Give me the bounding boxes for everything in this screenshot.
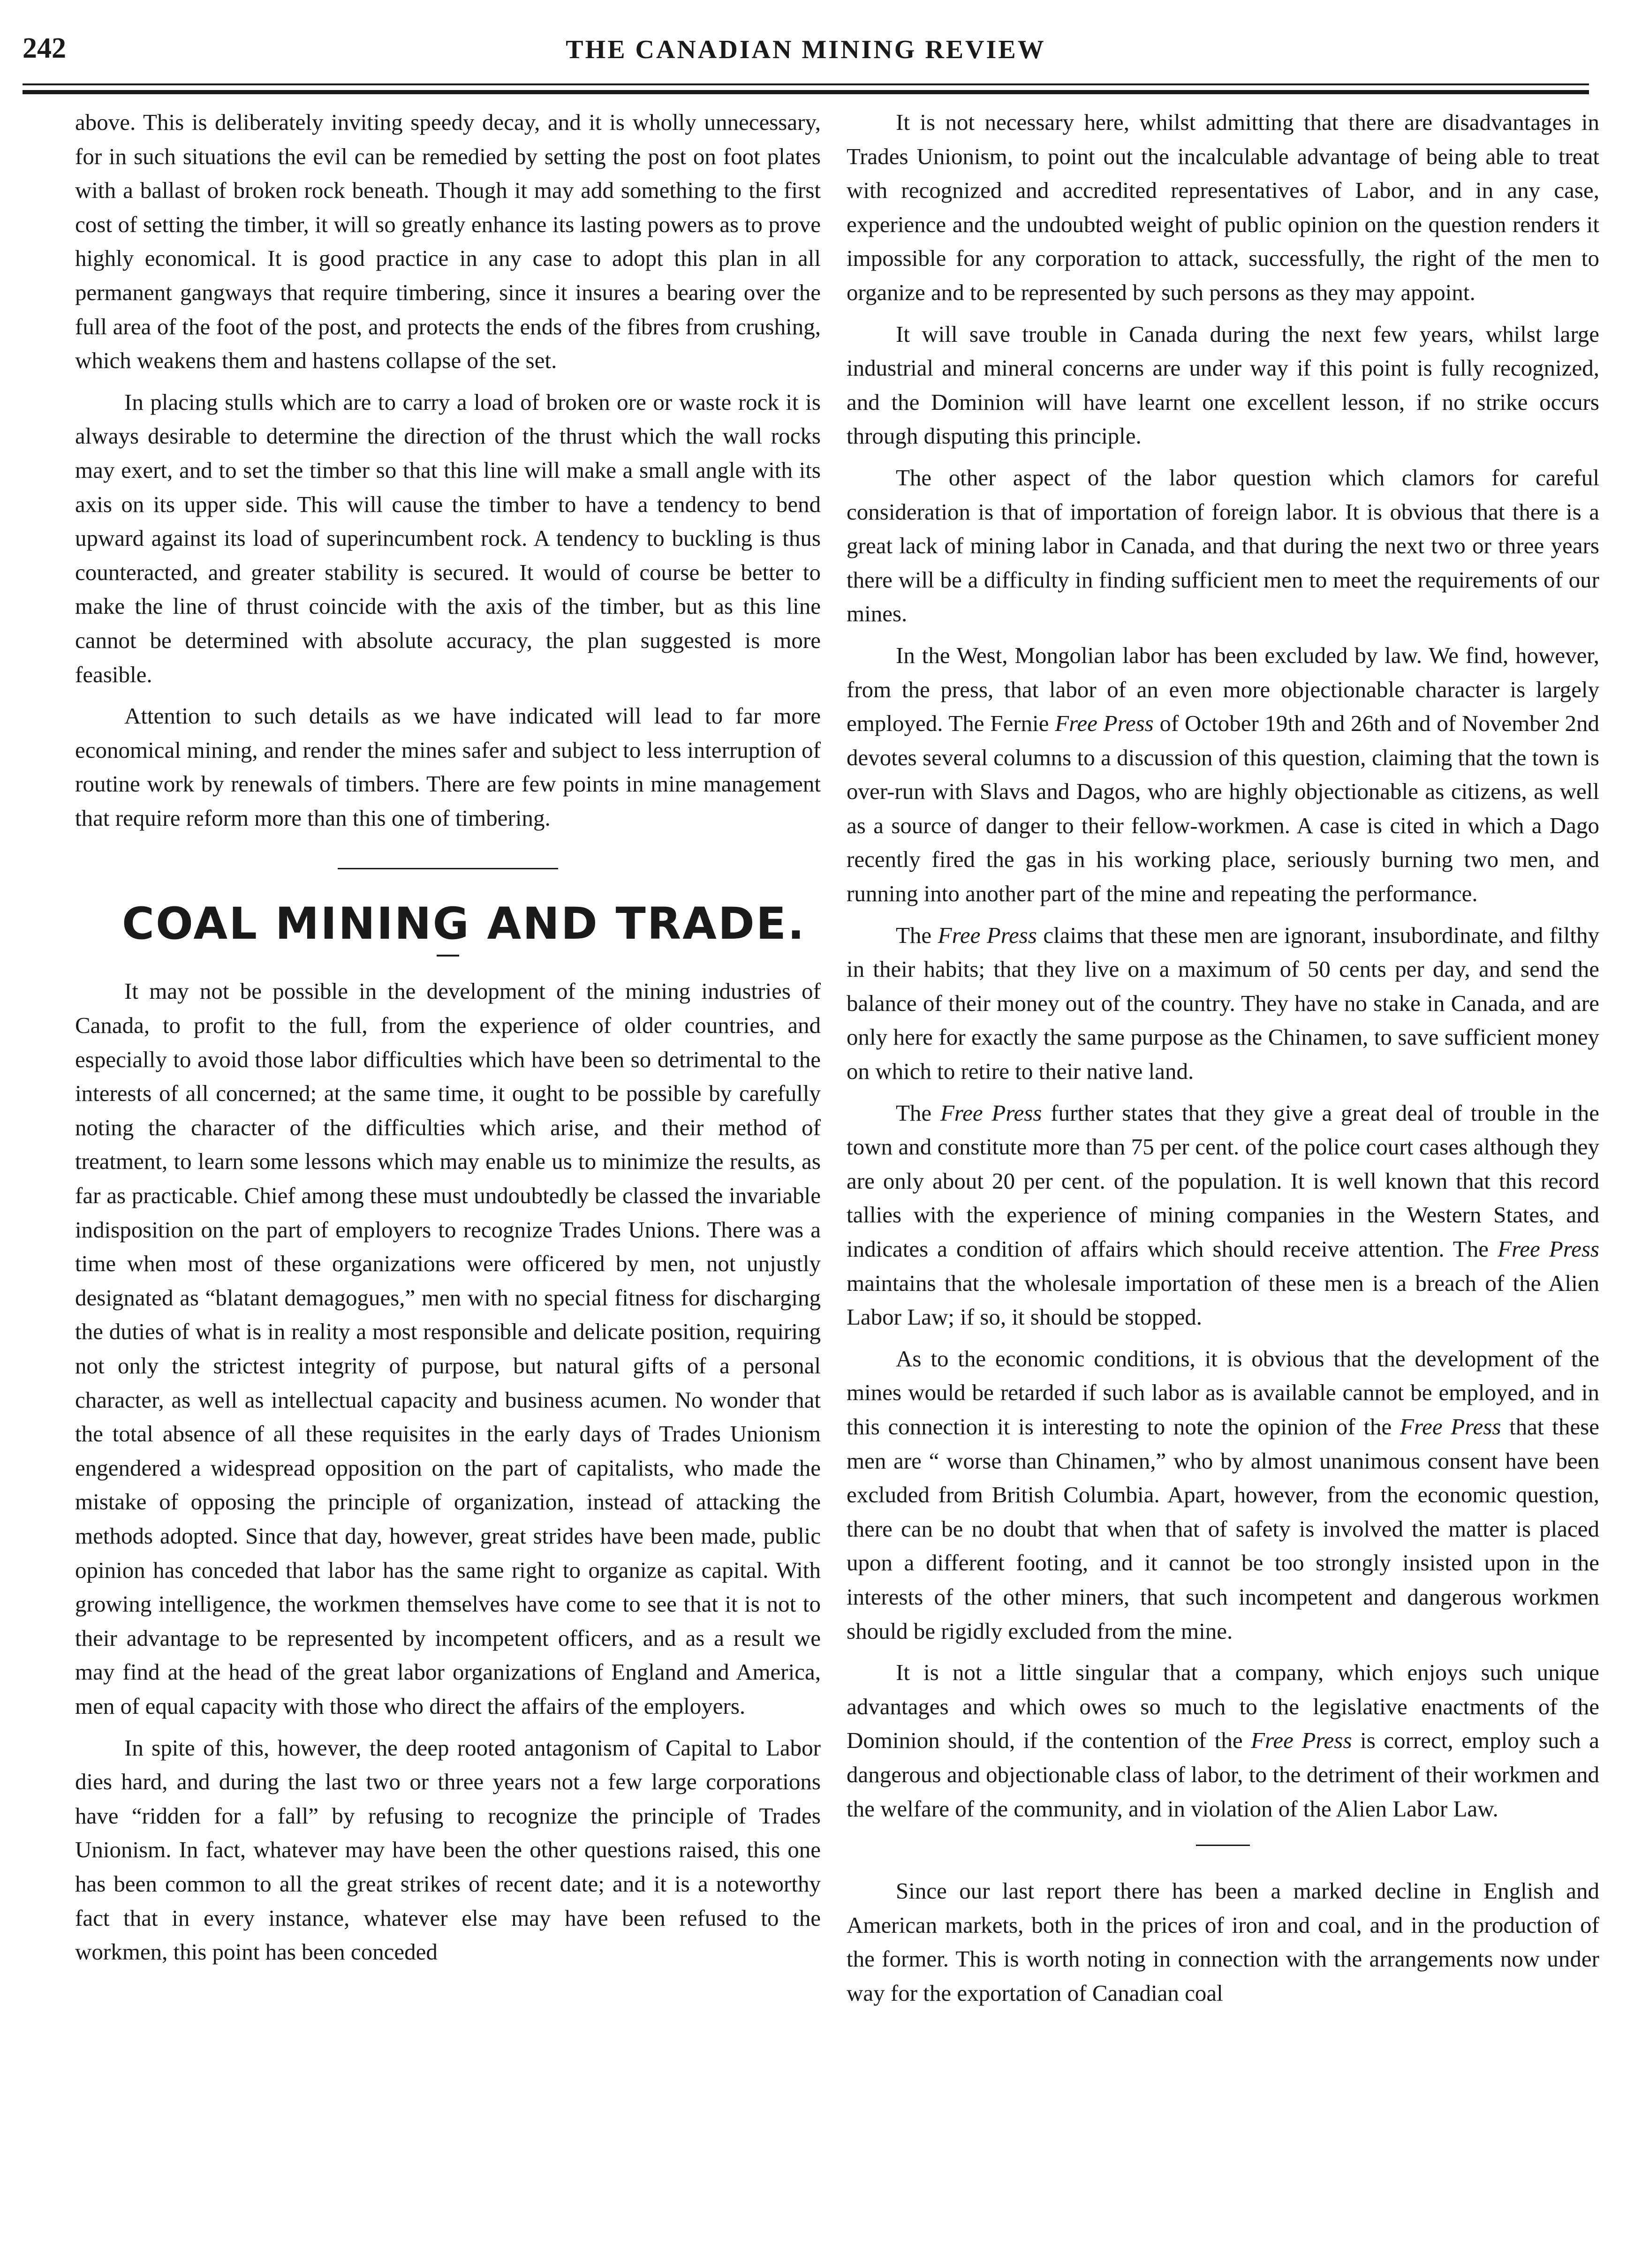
right-column [847, 105, 1599, 2010]
text-run: As to the economic conditions, it is obvious that the development of the mines would be retarded if such labor as is available cannot be employed, and in this connection it is interesting to note the opinion of the [847, 1345, 1599, 1439]
text-run: of October 19th and 26th and of November 2nd devotes several columns to a discussion of this question, claiming that the town is over-run with Slavs and Dagos, who are highly objectionable as citizens, as well as a source of danger to their fellow-workmen. A case is cited in which a Dago recently fired the gas in his working place, seriously burning two men, and running into another part of the mine and repeating the performance. [847, 710, 1600, 907]
paragraph: It may not be possible in the development of the mining industries of Canada, to profit to the full, from the experience of older countries, and especially to avoid those labor difficulties which have been so detrimental to the interests of all concerned; at the same time, it ought to be possible by carefully noting the character of the difficulties which arise, and their method of treatment, to learn some lessons which may enable us to minimize the results, as far as practicable. Chief among these must undoubtedly be classed the invariable indisposition on the part of employers to recognize Trades Unions. There was a time when most of these organizations were officered by men, not unjustly designated as “blatant demagogues,” men with no special fitness for discharging the duties of what is in reality a most responsible and delicate position, requiring not only the strictest integrity of purpose, but natural gifts of a personal character, as well as intellectual capacity and business acumen. No wonder that the total absence of all these requisites in the early days of Trades Unionism engendered a widespread opposition on the part of capitalists, who made the mistake of opposing the principle of organization, instead of attacking the methods adopted. Since that day, however, great strides have been made, public opinion has conceded that labor has the same right to organize as capital. With growing intelligence, the workmen themselves have come to see that it is not to their advantage to be represented by incompetent officers, and as a result we may find at the head of the great labor organizations of England and America, men of equal capacity with those who direct the affairs of the employers. [75, 978, 821, 1719]
paragraph [847, 1656, 1599, 1826]
section-divider [338, 868, 558, 869]
newspaper-name: Free Press [1498, 1236, 1599, 1262]
header-rule-thick [23, 90, 1589, 94]
running-title: THE CANADIAN MINING REVIEW [566, 35, 1046, 64]
left-column [75, 105, 821, 1969]
paragraph: The other aspect of the labor question which clamors for careful consideration is that of importation of foreign labor. It is obvious that there is a great lack of mining labor in Canada, and that during the next two or three years there will be a difficulty in finding sufficient men to meet the requirements of our mines. [847, 464, 1599, 627]
paragraph: above. This is deliberately inviting speedy decay, and it is wholly unnecessary, for in such situations the evil can be remedied by setting the post on foot plates with a ballast of broken rock beneath. Though it may add something to the first cost of setting the timber, it will so greatly enhance its lasting powers as to prove highly economical. It is good practice in any case to adopt this plan in all permanent gangways that require timbering, since it insures a bearing over the full area of the foot of the post, and protects the ends of the fibres from crushing, which weakens them and hastens collapse of the set. [75, 109, 821, 374]
heading-dash [437, 955, 459, 957]
section-divider [1196, 1845, 1250, 1846]
paragraph [847, 919, 1599, 1089]
paragraph: In spite of this, however, the deep rooted antagonism of Capital to Labor dies hard, and during the last two or three years not a few large corporations have “ridden for a fall” by refusing to recognize the principle of Trades Unionism. In fact, whatever may have been the other questions raised, this one has been common to all the great strikes of recent date; and it is a noteworthy fact that in every instance, whatever else may have been refused to the workmen, this point has been conceded [75, 1734, 821, 1965]
text-run: The [896, 1100, 940, 1126]
paragraph: Since our last report there has been a marked decline in English and American markets, both in the prices of iron and coal, and in the production of the former. This is worth noting in connection with the arrangements now under way for the exportation of Canadian coal [847, 1878, 1599, 2006]
newspaper-name: Free Press [938, 922, 1037, 948]
page-number: 242 [23, 32, 66, 64]
paragraph: It is not necessary here, whilst admitting that there are disadvantages in Trades Unionism, to point out the incalculable advantage of being able to treat with recognized and accredited representatives of Labor, and in any case, experience and the undoubted weight of public opinion on the question renders it impossible for any corporation to attack, successfully, the right of the men to organize and to be represented by such persons as they may appoint. [847, 109, 1599, 305]
text-run: maintains that the wholesale importation of these men is a breach of the Alien Labor Law; if so, it should be stopped. [847, 1270, 1599, 1330]
section-heading: COAL MINING AND TRADE. [122, 898, 806, 950]
page-header [23, 28, 1589, 80]
text-run: that these men are “ worse than Chinamen,” who by almost unanimous consent have been excluded from British Columbia. Apart, however, from the economic question, there can be no doubt that when that of safety is involved the matter is placed upon a different footing, and it cannot be too strongly insisted upon in the interests of the other miners, that such incompetent and dangerous workmen should be rigidly excluded from the mine. [847, 1413, 1600, 1644]
text-run: is correct, employ such a dangerous and objectionable class of labor, to the detriment of their workmen and the welfare of the community, and in violation of the Alien Labor Law. [847, 1727, 1599, 1822]
newspaper-name: Free Press [1400, 1413, 1501, 1439]
paragraph [847, 1096, 1599, 1334]
text-run: In the West, Mongolian labor has been excluded by law. We find, however, from the press, that labor of an even more objectionable character is largely employed. The Fernie [847, 642, 1599, 737]
paragraph [847, 639, 1599, 911]
newspaper-name: Free Press [1055, 710, 1154, 737]
text-run: It is not a little singular that a company, which enjoys such unique advantages and which owes so much to the legislative enactments of the Dominion should, if the contention of the [847, 1659, 1599, 1754]
newspaper-name: Free Press [1251, 1727, 1352, 1754]
paragraph: Attention to such details as we have indicated will lead to far more economical mining, and render the mines safer and subject to less interruption of routine work by renewals of timbers. There are few points in mine management that require reform more than this one of timbering. [75, 703, 821, 831]
paragraph [847, 1342, 1599, 1648]
text-run: The [896, 922, 938, 948]
paragraph: In placing stulls which are to carry a load of broken ore or waste rock it is always desirable to determine the direction of the thrust which the wall rocks may exert, and to set the timber so that this line will make a small angle with its axis on its upper side. This will cause the timber to have a tendency to bend upward against its load of superincumbent rock. A tendency to buckling is thus counteracted, and greater stability is secured. It would of course be better to make the line of thrust coincide with the axis of the timber, but as this line cannot be determined with absolute accuracy, the plan suggested is more feasible. [75, 389, 821, 687]
text-run: further states that they give a great deal of trouble in the town and constitute more than 75 per cent. of the police court cases although they are only about 20 per cent. of the population. It is well known that this record tallies with the experience of mining companies in the Western States, and indicates a condition of affairs which should receive attention. The [847, 1100, 1599, 1262]
paragraph: It will save trouble in Canada during the next few years, whilst large industrial and mineral concerns are under way if this point is fully recognized, and the Dominion will have learnt one excellent lesson, if no strike occurs through disputing this principle. [847, 321, 1599, 449]
header-rule-thin [23, 83, 1589, 85]
text-run: claims that these men are ignorant, insubordinate, and filthy in their habits; that they live on a maximum of 50 cents per day, and send the balance of their money out of the country. They have no stake in Canada, and are only here for exactly the same purpose as the Chinamen, to save sufficient money on which to retire to their native land. [847, 922, 1599, 1085]
newspaper-name: Free Press [940, 1100, 1042, 1126]
